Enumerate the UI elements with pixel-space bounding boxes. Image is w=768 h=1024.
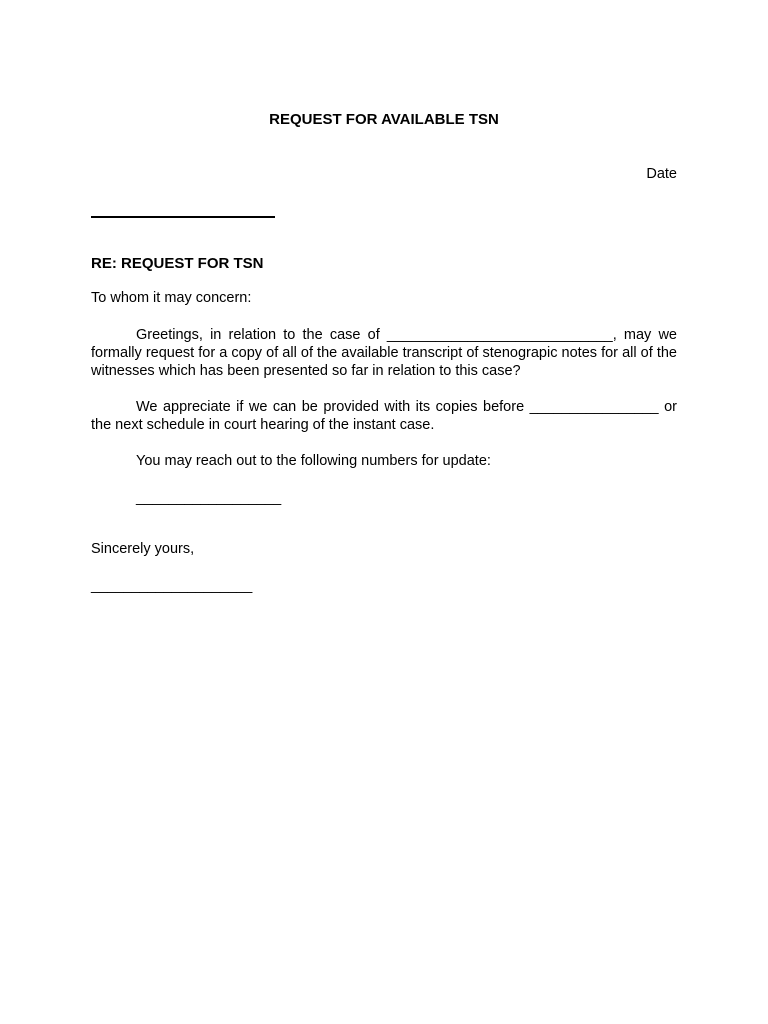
- salutation: To whom it may concern:: [91, 290, 252, 306]
- re-line: RE: REQUEST FOR TSN: [91, 255, 264, 272]
- signature-line: ____________________: [91, 578, 253, 594]
- date-label: Date: [646, 166, 677, 182]
- paragraph-copies-request: We appreciate if we can be provided with its copies before ________________ or the next schedule in court hearing of the instant case.: [91, 399, 677, 433]
- paragraph-case-request: Greetings, in relation to the case of ____________________________, may we formally request for a copy of all of the available transcript of stenograpic notes for all of the witnesses which has been presented so far in relation to this case?: [91, 327, 677, 379]
- contact-number-blank: __________________: [136, 490, 282, 506]
- closing: Sincerely yours,: [91, 541, 195, 557]
- paragraph-contact-numbers: You may reach out to the following numbers for update:: [136, 453, 491, 469]
- document-title: REQUEST FOR AVAILABLE TSN: [269, 111, 499, 128]
- addressee-line: [91, 198, 275, 218]
